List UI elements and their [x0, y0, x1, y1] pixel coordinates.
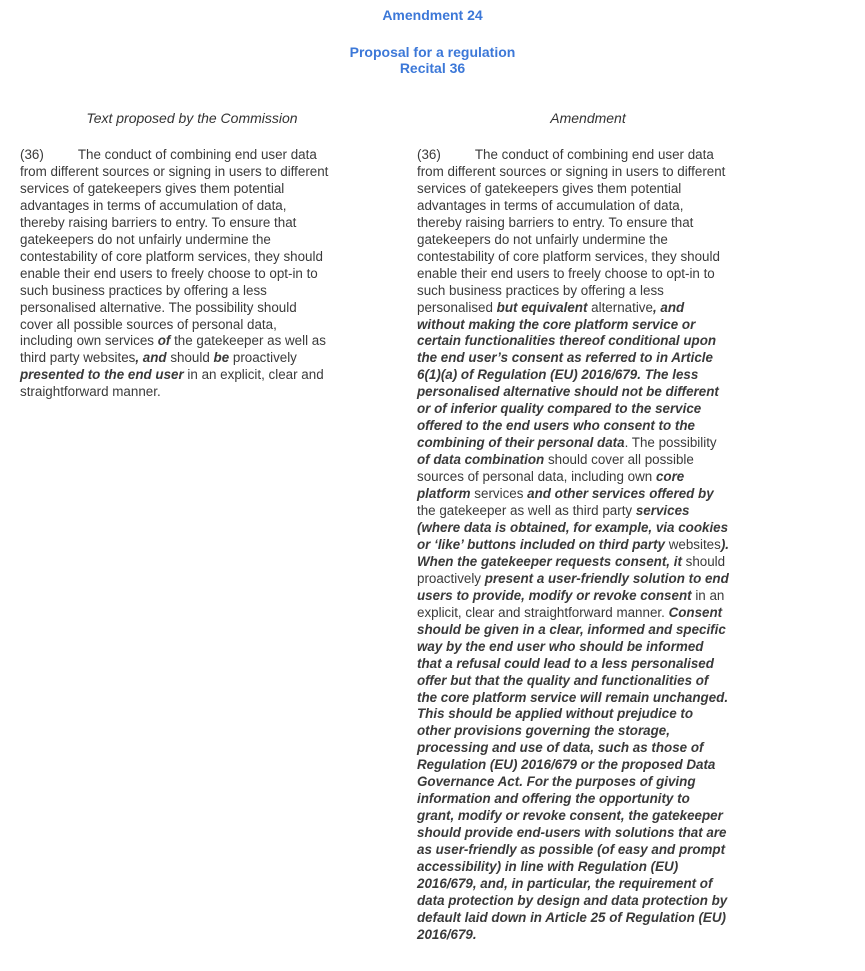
- amended-text: ).: [720, 536, 729, 552]
- text-run: gatekeepers do not unfairly undermine the: [20, 231, 271, 247]
- text-run: personalised: [417, 299, 497, 315]
- text-line: [417, 554, 763, 571]
- text-run: thereby raising barriers to entry. To ensure that: [417, 214, 694, 230]
- amended-text: This should be applied without prejudice to: [417, 706, 693, 722]
- text-line: [417, 622, 763, 639]
- text-run: such business practices by offering a less: [417, 282, 664, 298]
- text-line: [417, 503, 763, 520]
- amended-text: 6(1)(a) of Regulation (EU) 2016/679. The less: [417, 367, 699, 383]
- text-line: [417, 435, 763, 452]
- amended-text: 2016/679.: [417, 926, 477, 942]
- amended-text: platform: [417, 486, 471, 502]
- text-line: [417, 147, 763, 164]
- text-line: [20, 266, 366, 283]
- text-run: the gatekeeper as well as third party: [417, 503, 636, 519]
- amended-text: but equivalent: [496, 299, 588, 315]
- text-line: [417, 232, 763, 249]
- amended-text: processing and use of data, such as those of: [417, 740, 704, 756]
- amended-text: the core platform service will remain unchanged.: [417, 689, 729, 705]
- text-line: [417, 452, 763, 469]
- amended-text: and other services offered by: [527, 486, 714, 502]
- amended-text: the end user’s consent as referred to in Article: [417, 350, 713, 366]
- text-line: [417, 469, 763, 486]
- text-run: advantages in terms of accumulation of data,: [417, 197, 684, 213]
- amended-text: as user-friendly as possible (of easy and prompt: [417, 842, 726, 858]
- text-line: [417, 740, 763, 757]
- text-run: websites: [664, 536, 721, 552]
- text-run: straightforward manner.: [20, 384, 161, 400]
- proposal-heading: [0, 44, 865, 76]
- amended-text: should be given in a clear, informed and specific: [417, 621, 726, 637]
- text-line: [20, 350, 366, 367]
- text-line: [417, 367, 763, 384]
- text-run: The conduct of combining end user data: [77, 147, 317, 162]
- text-run: the gatekeeper as well as: [170, 333, 326, 349]
- text-run: should cover all possible: [544, 452, 694, 468]
- text-line: [20, 147, 366, 164]
- amended-text: Consent: [668, 604, 723, 620]
- amended-text: Regulation (EU) 2016/679 or the proposed Data: [417, 757, 716, 773]
- text-line: [417, 333, 763, 350]
- text-run: contestability of core platform services, they should: [417, 248, 720, 264]
- amended-text: 2016/679, and, in particular, the requirement of: [417, 875, 713, 891]
- amendment-text-heading: Amendment: [550, 110, 626, 126]
- text-line: [417, 520, 763, 537]
- amended-text: or of inferior quality compared to the service: [417, 401, 702, 417]
- text-run: from different sources or signing in users to different: [417, 163, 726, 179]
- text-line: [417, 283, 763, 300]
- text-run: gatekeepers do not unfairly undermine the: [417, 231, 668, 247]
- text-line: [20, 333, 366, 350]
- text-run: services of gatekeepers gives them potential: [417, 180, 682, 196]
- text-line: [417, 639, 763, 656]
- text-line: [417, 317, 763, 334]
- text-line: [20, 164, 366, 181]
- text-run: (36): [417, 147, 441, 162]
- amended-text: of: [157, 333, 171, 349]
- amended-text: offer but that the quality and functionalities of: [417, 672, 709, 688]
- text-run: The conduct of combining end user data: [474, 147, 714, 162]
- text-line: [417, 164, 763, 181]
- text-line: [20, 215, 366, 232]
- amended-text: certain functionalities thereof conditional upon: [417, 333, 717, 349]
- text-line: [417, 774, 763, 791]
- amended-text: When the gatekeeper requests consent, it: [417, 553, 682, 569]
- text-line: [20, 367, 366, 384]
- text-run: explicit, clear and straightforward manner.: [417, 604, 669, 620]
- text-line: [417, 876, 763, 893]
- recital-title: Recital 36: [399, 60, 466, 76]
- text-line: [417, 571, 763, 588]
- text-line: [417, 605, 763, 622]
- amended-text: Governance Act. For the purposes of giving: [417, 774, 696, 790]
- amended-text: of data combination: [417, 452, 545, 468]
- text-line: [417, 757, 763, 774]
- text-run: sources of personal data, including own: [417, 469, 656, 485]
- amended-text: other provisions governing the storage,: [417, 723, 670, 739]
- text-line: [417, 791, 763, 808]
- text-line: [417, 690, 763, 707]
- text-line: [417, 486, 763, 503]
- text-line: [417, 401, 763, 418]
- text-line: [417, 723, 763, 740]
- text-run: contestability of core platform services, they should: [20, 248, 323, 264]
- text-line: [20, 198, 366, 215]
- text-run: in an: [691, 587, 725, 603]
- amendment-number: Amendment 24: [382, 7, 483, 23]
- amended-text: combining of their personal data: [417, 435, 625, 451]
- text-run: services of gatekeepers gives them potential: [20, 180, 285, 196]
- text-run: including own services: [20, 333, 158, 349]
- text-line: [417, 927, 763, 944]
- amended-text: or ‘like’ buttons included on third party: [417, 536, 665, 552]
- text-run: proactively: [229, 350, 297, 366]
- amended-text: , and: [652, 299, 685, 315]
- amended-text: should provide end-users with solutions that are: [417, 825, 727, 841]
- text-run: enable their end users to freely choose to opt-in to: [417, 265, 715, 281]
- text-line: [417, 350, 763, 367]
- text-line: [417, 656, 763, 673]
- amended-text: core: [655, 469, 685, 485]
- amended-text: without making the core platform service or: [417, 316, 696, 332]
- text-line: [20, 317, 366, 334]
- text-run: personalised alternative. The possibility should: [20, 299, 297, 315]
- amended-text: that a refusal could lead to a less personalised: [417, 655, 714, 671]
- text-line: [20, 283, 366, 300]
- amended-text: , and: [135, 350, 167, 366]
- amended-text: (where data is obtained, for example, via cookies: [417, 519, 729, 535]
- text-line: [20, 249, 366, 266]
- text-run: cover all possible sources of personal data,: [20, 316, 277, 332]
- text-line: [417, 910, 763, 927]
- amended-text: presented to the end user: [20, 367, 184, 383]
- amended-text: services: [635, 503, 690, 519]
- amended-text: grant, modify or revoke consent, the gatekeeper: [417, 808, 723, 824]
- text-line: [417, 537, 763, 554]
- text-run: from different sources or signing in users to different: [20, 163, 329, 179]
- text-line: [417, 181, 763, 198]
- amended-text: offered to the end users who consent to the: [417, 418, 696, 434]
- text-run: should: [166, 350, 214, 366]
- text-line: [417, 673, 763, 690]
- text-run: should: [681, 553, 726, 569]
- text-run: services: [470, 486, 528, 502]
- text-line: [417, 418, 763, 435]
- text-line: [417, 842, 763, 859]
- amended-text: information and offering the opportunity to: [417, 791, 690, 807]
- text-line: [20, 300, 366, 317]
- text-line: [20, 181, 366, 198]
- amended-text: default laid down in Article 25 of Regulation (EU): [417, 909, 726, 925]
- amendment-text-column: [417, 147, 763, 944]
- text-line: [417, 300, 763, 317]
- amended-text: way by the end user who should be informed: [417, 638, 704, 654]
- amended-text: present a user-friendly solution to end: [484, 570, 729, 586]
- amended-text: data protection by design and data protection by: [417, 892, 728, 908]
- text-run: . The possibility: [624, 435, 717, 451]
- text-line: [417, 706, 763, 723]
- amended-text: personalised alternative should not be different: [417, 384, 719, 400]
- amended-text: be: [213, 350, 230, 366]
- text-line: [20, 232, 366, 249]
- text-line: [417, 249, 763, 266]
- text-line: [417, 893, 763, 910]
- text-run: enable their end users to freely choose to opt-in to: [20, 265, 318, 281]
- text-run: alternative: [587, 299, 653, 315]
- text-line: [417, 808, 763, 825]
- amended-text: users to provide, modify or revoke consent: [417, 587, 692, 603]
- commission-text-column: [20, 147, 366, 401]
- text-run: proactively: [417, 570, 485, 586]
- text-line: [417, 825, 763, 842]
- text-line: [417, 859, 763, 876]
- text-run: (36): [20, 147, 44, 162]
- text-run: advantages in terms of accumulation of data,: [20, 197, 287, 213]
- text-run: in an explicit, clear and: [183, 367, 324, 383]
- text-line: [20, 384, 366, 401]
- amended-text: accessibility) in line with Regulation (EU): [417, 859, 679, 875]
- text-line: [417, 198, 763, 215]
- text-line: [417, 215, 763, 232]
- text-run: thereby raising barriers to entry. To ensure that: [20, 214, 297, 230]
- proposal-title: Proposal for a regulation: [349, 44, 516, 60]
- text-run: third party websites: [20, 350, 136, 366]
- commission-text-heading: Text proposed by the Commission: [86, 110, 298, 126]
- text-line: [417, 588, 763, 605]
- text-line: [417, 266, 763, 283]
- text-run: such business practices by offering a less: [20, 282, 267, 298]
- text-line: [417, 384, 763, 401]
